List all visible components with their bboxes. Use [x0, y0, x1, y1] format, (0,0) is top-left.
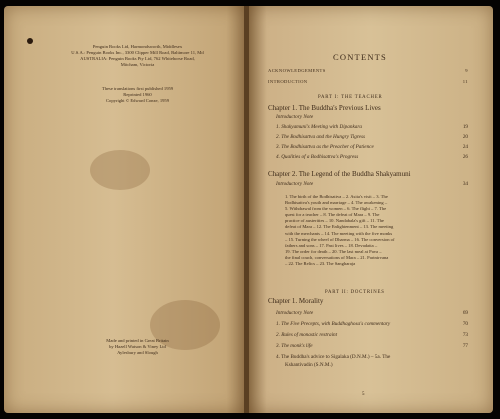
summary-line: fathers and sons – 17. Past lives – 18. Devadatta –	[285, 242, 378, 248]
toc-page: 69	[462, 310, 468, 316]
summary-line: practice of austerities – 10. Nandabala's gift – 11. The	[285, 218, 384, 224]
toc-page: 73	[462, 332, 468, 338]
toc-entry	[268, 68, 468, 73]
toc-label: 3. The Bodhisattva as the Preacher of Patience	[276, 144, 374, 150]
chapter-heading: Chapter 1. The Buddha's Previous Lives	[268, 104, 381, 112]
toc-entry	[285, 362, 468, 368]
book-gutter	[244, 6, 249, 413]
toc-page: 9	[465, 68, 468, 73]
toc-entry	[268, 79, 468, 84]
toc-label: 1. Shakyamuni's Meeting with Dipankara	[276, 124, 362, 130]
toc-label: INTRODUCTION	[268, 79, 308, 84]
toc-entry	[276, 321, 468, 327]
toc-label: 3. The monk's life	[276, 343, 313, 349]
summary-line: with the merchants – 14. The meeting with the five monks	[285, 230, 393, 236]
toc-label: 4. Qualities of a Bodhisattva's Progress	[276, 154, 359, 160]
chapter-heading: Chapter 1. Morality	[268, 297, 324, 305]
toc-label: Introductory Note	[276, 181, 314, 187]
imprint-line: These translations first published 1959	[101, 86, 174, 91]
part-heading: PART II: DOCTRINES	[325, 290, 385, 295]
toc-label: Kshantivadin (S.N.M.)	[285, 362, 333, 368]
toc-page: 24	[462, 144, 468, 150]
imprint-line: Mitcham, Victoria	[120, 62, 155, 67]
summary-line: – 22. The Relics – 23. The Sangharaja	[285, 261, 356, 267]
imprint-line: by Hazell Watson & Viney Ltd	[109, 344, 166, 349]
toc-label: 2. The Bodhisattva and the Hungry Tigress	[276, 134, 366, 140]
toc-entry	[276, 124, 468, 130]
toc-label: 2. Rules of monastic restraint	[276, 332, 338, 338]
toc-entry	[276, 114, 468, 120]
toc-page: 26	[462, 154, 468, 160]
summary-line: the final couch, conversations of Mara – 21. Parinirvana	[285, 254, 389, 260]
toc-entry	[276, 332, 468, 338]
toc-entry	[276, 154, 468, 160]
toc-label: Introductory Note	[276, 114, 314, 120]
summary-line: 5. Withdrawal from the women – 6. The flight – 7. The	[285, 206, 387, 212]
stain	[90, 150, 150, 190]
toc-page: 11	[462, 79, 468, 84]
page-number: 5	[362, 392, 365, 397]
toc-entry	[276, 354, 468, 360]
imprint-line: AUSTRALIA: Penguin Books Pty Ltd, 762 Whitehorse Road,	[80, 56, 195, 61]
summary-line: Bodhisattva's youth and marriage – 4. The awakening –	[285, 200, 388, 206]
imprint-line: Reprinted 1960	[123, 92, 152, 97]
toc-label: Introductory Note	[276, 310, 314, 316]
toc-entry	[276, 134, 468, 140]
imprint-line: Made and printed in Great Britain	[106, 338, 169, 343]
toc-label: 4. The Buddha's advice to Sigalaka (D.N.M.) – 5a. The	[276, 354, 391, 360]
toc-page: 34	[462, 181, 468, 187]
printer-credit	[70, 338, 205, 356]
chapter-heading: Chapter 2. The Legend of the Buddha Shakyamuni	[268, 170, 411, 178]
summary-line: defeat of Mara – 12. The Enlightenment – 13. The meeting	[285, 224, 394, 230]
toc-label: ACKNOWLEDGEMENTS	[268, 68, 326, 73]
toc-page: 77	[462, 343, 468, 349]
toc-entry	[276, 181, 468, 187]
toc-entry	[276, 144, 468, 150]
imprint-line: Copyright © Edward Conze, 1959	[105, 98, 170, 103]
toc-page: 70	[462, 321, 468, 327]
imprint-line: Aylesbury and Slough	[117, 350, 158, 355]
publisher-imprint	[70, 44, 205, 68]
publication-history	[70, 86, 205, 104]
chapter-summary	[285, 194, 461, 267]
toc-entry	[276, 343, 468, 349]
summary-line: 1. The birth of the Bodhisattva – 2. Asita's visit – 3. The	[285, 194, 388, 199]
toc-entry	[276, 310, 468, 316]
summary-line: quest for a teacher – 8. The defeat of Mara – 9. The	[285, 212, 380, 218]
toc-label: 1. The Five Precepts, with Buddhaghosa's commentary	[276, 321, 391, 327]
imprint-line: U.S.A.: Penguin Books Inc., 3300 Clipper Mill Road, Baltimore 11, Md	[71, 50, 204, 55]
summary-line: – 15. Turning the wheel of Dharma – 16. The conversion of	[285, 236, 395, 242]
toc-page: 20	[462, 134, 468, 140]
summary-line: 19. The order for death – 20. The last meal at Pava –	[285, 248, 382, 254]
toc-page: 19	[462, 124, 468, 130]
pinhole-mark	[27, 38, 33, 44]
contents-title: CONTENTS	[333, 52, 387, 62]
imprint-line: Penguin Books Ltd, Harmondsworth, Middlesex	[92, 44, 183, 49]
part-heading: PART I: THE TEACHER	[318, 95, 383, 100]
